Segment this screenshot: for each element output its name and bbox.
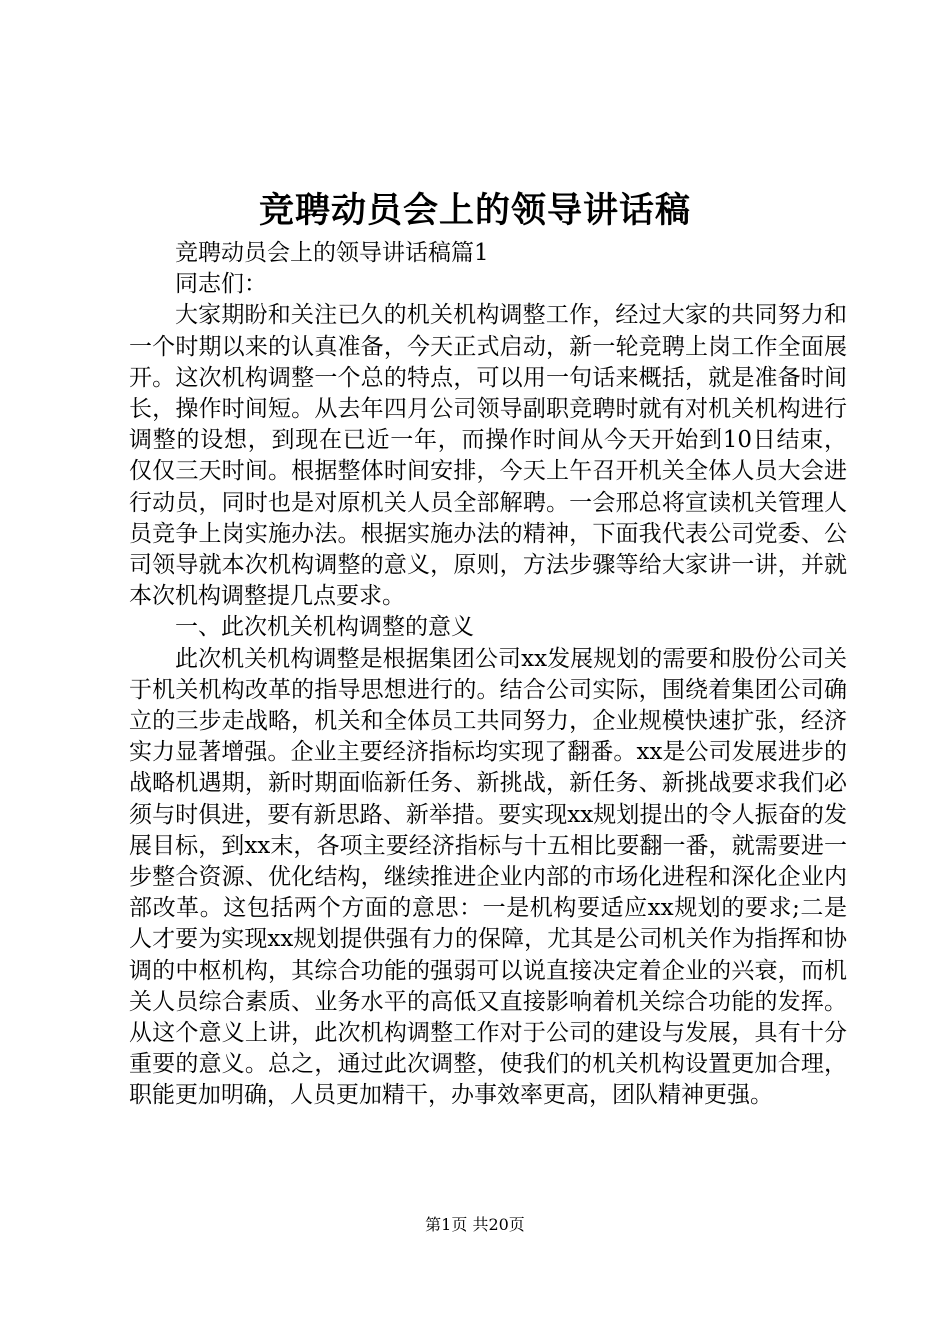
paragraph-2: 此次机关机构调整是根据集团公司xx发展规划的需要和股份公司关于机关机构改革的指导思想进行的。结合公司实际，围绕着集团公司确立的三步走战略，机关和全体员工共同努力，企业规模快速扩张，经济实力显著增强。企业主要经济指标均实现了翻番。xx是公司发展进步的战略机遇期，新时期面临新任务、新挑战，新任务、新挑战要求我们必须与时俱进，要有新思路、新举措。要实现xx规划提出的令人振奋的发展目标，到xx末，各项主要经济指标与十五相比要翻一番，就需要进一步整合资源、优化结构，继续推进企业内部的市场化进程和深化企业内部改革。这包括两个方面的意思：一是机构要适应xx规划的要求;二是人才要为实现xx规划提供强有力的保障，尤其是公司机关作为指挥和协调的中枢机构，其综合功能的强弱可以说直接决定着企业的兴衰，而机关人员综合素质、业务水平的高低又直接影响着机关综合功能的发挥。从这个意义上讲，此次机构调整工作对于公司的建设与发展，具有十分重要的意义。总之，通过此次调整，使我们的机关机构设置更加合理，职能更加明确，人员更加精干，办事效率更高，团队精神更强。: [129, 645, 847, 1109]
page-footer: 第1页 共20页: [425, 1215, 525, 1234]
section-heading-1: 一、此次机关机构调整的意义: [175, 614, 474, 641]
paragraph-1: 大家期盼和关注已久的机关机构调整工作，经过大家的共同努力和一个时期以来的认真准备，今天正式启动，新一轮竞聘上岗工作全面展开。这次机构调整一个总的特点，可以用一句话来概括，就是准备时间长，操作时间短。从去年四月公司领导副职竞聘时就有对机关机构进行调整的设想，到现在已近一年，而操作时间从今天开始到10日结束，仅仅三天时间。根据整体时间安排，今天上午召开机关全体人员大会进行动员，同时也是对原机关人员全部解聘。一会邢总将宣读机关管理人员竞争上岗实施办法。根据实施办法的精神，下面我代表公司党委、公司领导就本次机构调整的意义，原则，方法步骤等给大家讲一讲，并就本次机构调整提几点要求。: [129, 302, 847, 610]
document-body: [129, 238, 847, 1112]
document-subtitle: 竞聘动员会上的领导讲话稿篇1: [175, 240, 489, 266]
salutation: 同志们：: [175, 271, 267, 298]
page-title: 竞聘动员会上的领导讲话稿: [258, 190, 691, 231]
